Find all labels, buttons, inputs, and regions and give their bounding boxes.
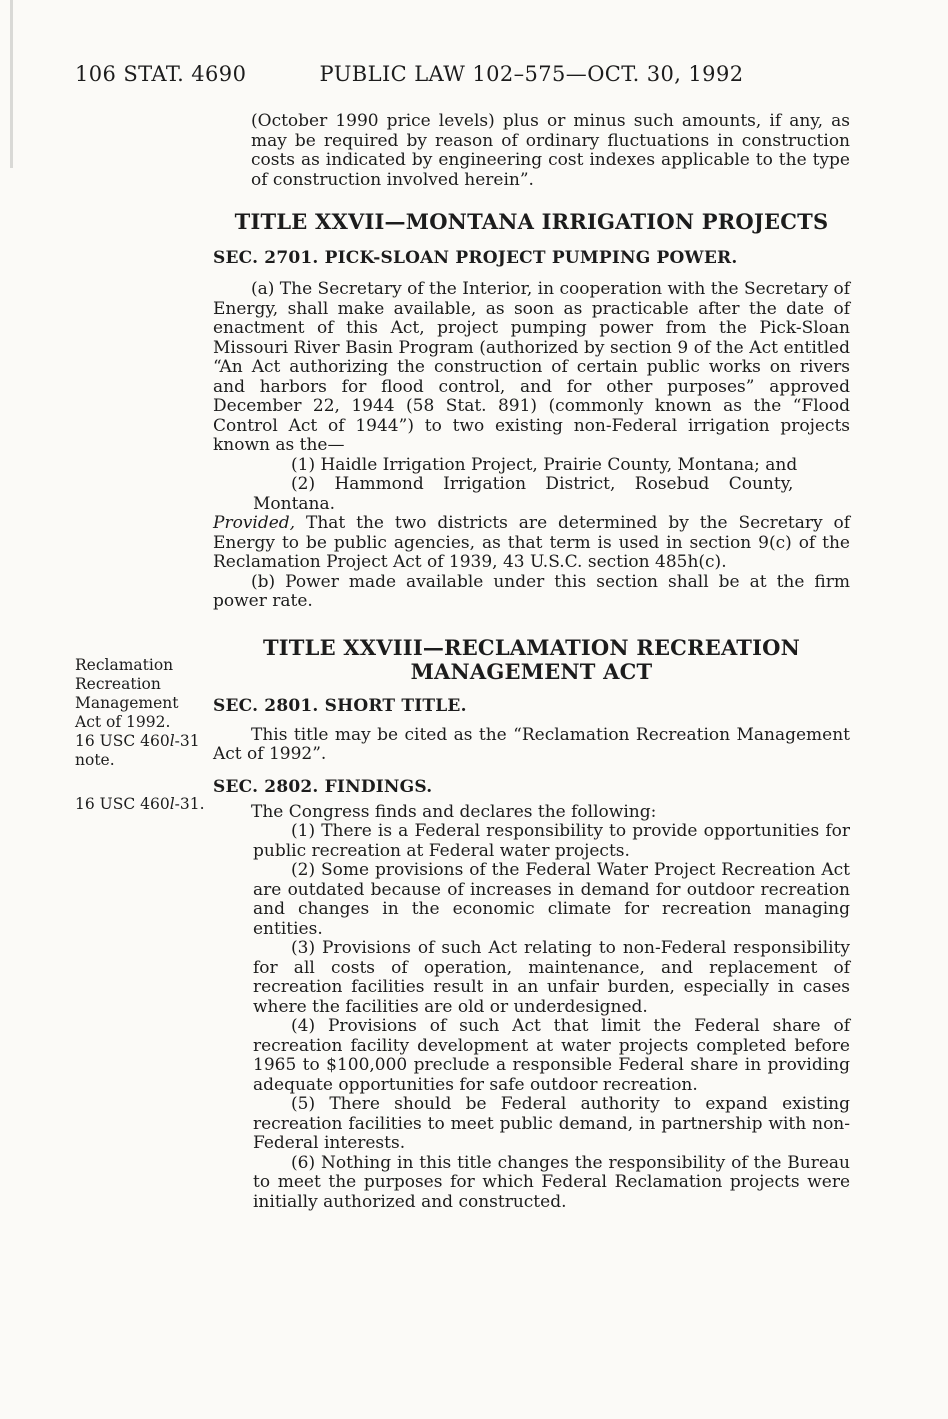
sec-2701-heading: SEC. 2701. PICK-SLOAN PROJECT PUMPING POWER.: [213, 248, 738, 268]
finding-item-5: (5) There should be Federal authority to expand existing recreation facilities to meet public demand, in partnership with non-Federal interests.: [253, 1094, 850, 1153]
sec-2701-paragraph-a: (a) The Secretary of the Interior, in cooperation with the Secretary of Energy, shall make available, as soon as practicable after the date of enactment of this Act, project pumping power from the Pick-Sloan Missouri River Basin Program (authorized by section 9 of the Act entitled “An Act authorizing the construction of certain public works on rivers and harbors for flood control, and for other purposes” approved December 22, 1944 (58 Stat. 891) (commonly known as the “Flood Control Act of 1944”) to two existing non-Federal irrigation projects known as the—: [213, 279, 850, 455]
body-column: [213, 88, 850, 1212]
statute-item-2: [253, 475, 850, 514]
margin-note-line: Act of 1992.: [75, 713, 171, 731]
proviso-paragraph: [213, 514, 850, 573]
findings-lead-paragraph: The Congress finds and declares the following:: [251, 801, 657, 822]
statute-item-2-line1: (2) Hammond Irrigation District, Rosebud County,: [291, 474, 794, 494]
sec-2802-heading: SEC. 2802. FINDINGS.: [213, 776, 433, 797]
usc-citation-text: -31.: [174, 795, 205, 813]
margin-note-usc-citation: [75, 795, 235, 814]
quoted-amendment-paragraph: (October 1990 price levels) plus or minus such amounts, if any, as may be required by reason of ordinary fluctuations in construction costs as indicated by engineering cost indexes applicable to the type of construction involved herein”.: [251, 111, 850, 190]
margin-note-line: note.: [75, 751, 115, 769]
scan-artifact-line: [10, 0, 13, 168]
sec-2801-heading: SEC. 2801. SHORT TITLE.: [213, 695, 467, 716]
margin-note-line: Reclamation: [75, 656, 174, 674]
finding-item-4: (4) Provisions of such Act that limit the Federal share of recreation facility development at water projects completed before 1965 to $100,000 preclude a responsible Federal share in providing adequate opportunities for safe outdoor recreation.: [253, 1016, 850, 1095]
usc-citation-italic-l: l: [169, 732, 175, 750]
proviso-lead-word: Provided,: [213, 513, 296, 533]
title-xxviii-line1: TITLE XXVIII—RECLAMATION RECREATION: [262, 634, 801, 660]
title-xxvii-heading: TITLE XXVII—MONTANA IRRIGATION PROJECTS: [234, 209, 829, 234]
margin-note-line: Recreation: [75, 675, 161, 693]
title-xxviii-line2: MANAGEMENT ACT: [410, 658, 653, 684]
finding-item-2: (2) Some provisions of the Federal Water Project Recreation Act are outdated because of increases in demand for outdoor recreation and changes in the economic climate for recreation managing entities.: [253, 860, 850, 939]
finding-item-6: (6) Nothing in this title changes the responsibility of the Bureau to meet the purposes for which Federal Reclamation projects were initially authorized and constructed.: [253, 1152, 850, 1212]
usc-citation-text: 16 USC 460: [75, 732, 170, 750]
margin-note-short-title: [75, 656, 213, 770]
margin-note-line: Management: [75, 694, 179, 712]
page-stat-number: 106 STAT. 4690: [75, 62, 247, 86]
finding-item-3: (3) Provisions of such Act relating to non-Federal responsibility for all costs of operation, maintenance, and replacement of recreation facilities result in an unfair burden, especially in cases where the facilities are old or underdesigned.: [253, 938, 850, 1017]
title-xxviii-heading: [213, 636, 850, 684]
usc-citation-text: 16 USC 460: [75, 795, 170, 813]
usc-citation-text: -31: [174, 732, 200, 750]
statute-item-1: (1) Haidle Irrigation Project, Prairie County, Montana; and: [291, 454, 798, 475]
proviso-text: That the two districts are determined by the Secretary of Energy to be public agencies, as that term is used in section 9(c) of the Reclamation Project Act of 1939, 43 U.S.C. section 485h(c).: [213, 513, 850, 572]
running-head: PUBLIC LAW 102–575—OCT. 30, 1992: [319, 62, 744, 86]
finding-item-1: (1) There is a Federal responsibility to provide opportunities for public recreation at Federal water projects.: [253, 821, 850, 861]
short-title-paragraph: This title may be cited as the “Reclamation Recreation Management Act of 1992”.: [213, 724, 850, 764]
sec-2701-paragraph-b: (b) Power made available under this section shall be at the firm power rate.: [213, 571, 850, 611]
margin-note-line: [75, 732, 213, 751]
usc-citation-italic-l: l: [169, 795, 175, 813]
statute-item-2-line2: Montana.: [253, 493, 336, 514]
